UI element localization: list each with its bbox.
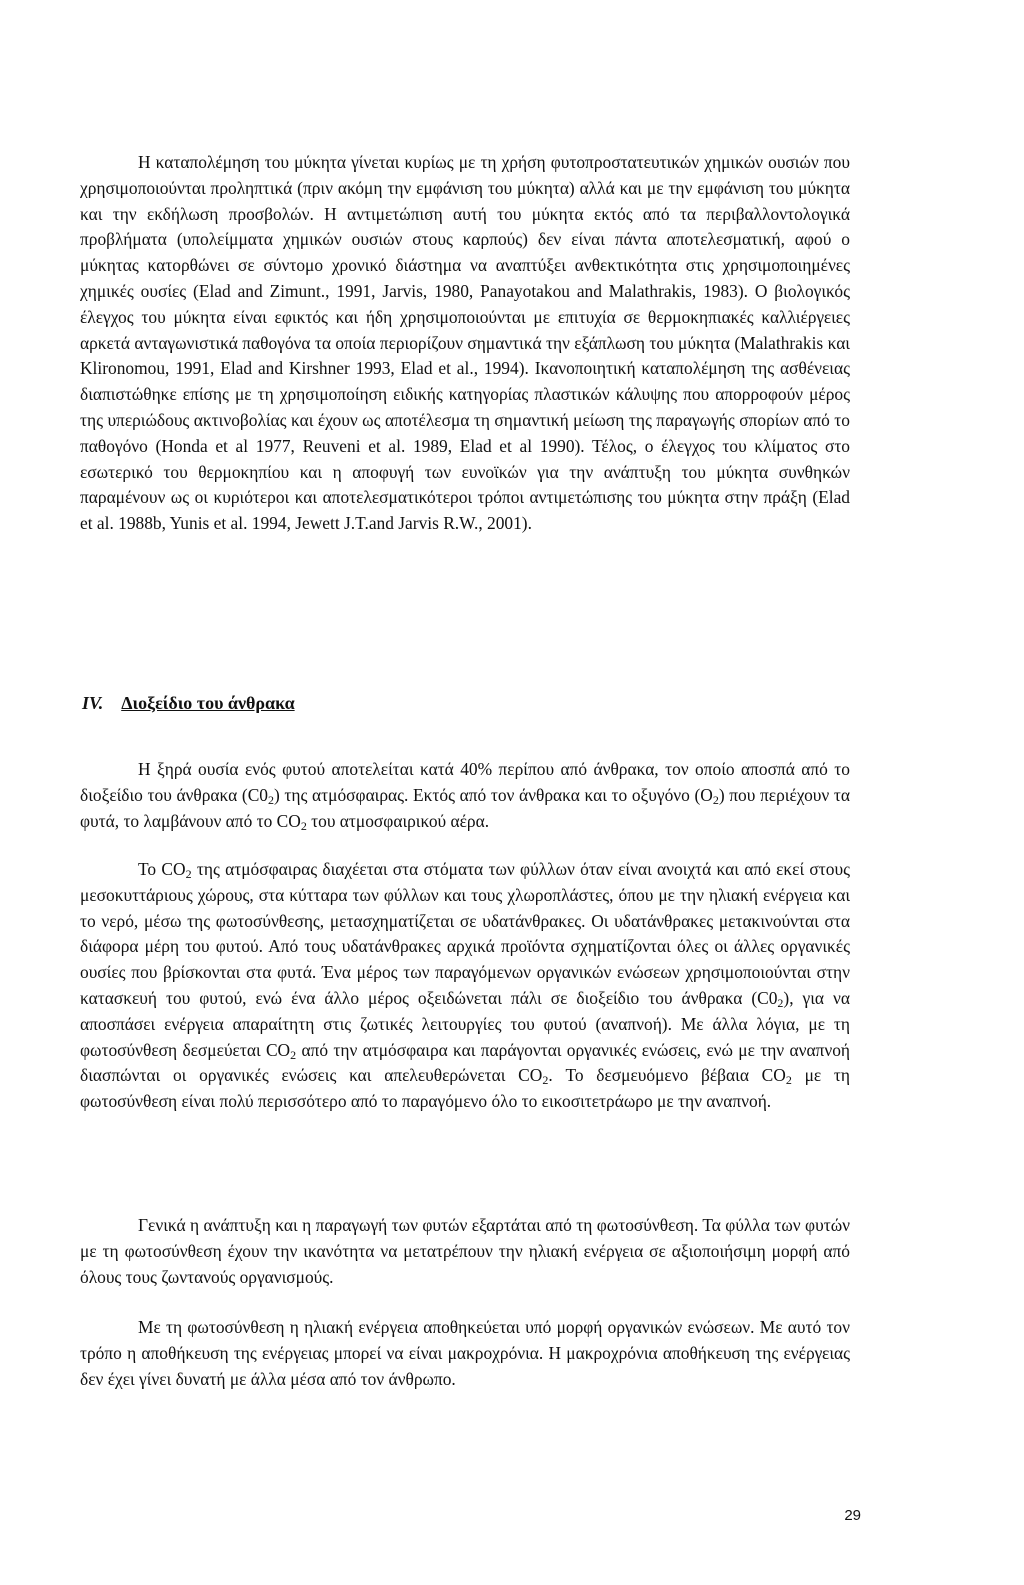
paragraph-botrytis-control: Η καταπολέμηση του μύκητα γίνεται κυρίως με τη χρήση φυτοπροστατευτικών χημικών ουσιών που χρησιμοποιούνται προληπτικά (πριν ακόμη την εμφάνιση του μύκητα) αλλά και με την εμφάνιση του μύκητα και την εκδήλωση προσβολών. Η αντιμετώπιση αυτή του μύκητα εκτός από τα περιβαλλοντολογικά προβλήματα (υπολείμματα χημικών ουσιών στους καρπούς) δεν είναι πάντα αποτελεσματική, αφού ο μύκητας κατορθώνει σε σύντομο χρονικό διάστημα να αναπτύξει ανθεκτικότητα στις χρησιμοποιημένες χημικές ουσίες (Elad and Zimunt., 1991, Jarvis, 1980, Panayotakou and Malathrakis, 1983). Ο βιολογικός έλεγχος του μύκητα είναι εφικτός και ήδη χρησιμοποιούνται με επιτυχία σε θερμοκηπιακές καλλιέργειες αρκετά ανταγωνιστικά παθογόνα τα οποία περιορίζουν σημαντικά την εξάπλωση του μύκητα (Malathrakis και Klironomou, 1991, Elad and Kirshner 1993, Elad et al., 1994). Ικανοποιητική καταπολέμηση της ασθένειας διαπιστώθηκε επίσης με τη χρησιμοποίηση ειδικής κατηγορίας πλαστικών κάλυψης που απορροφούν μέρος της υπεριώδους ακτινοβολίας και έχουν ως αποτέλεσμα τη σημαντική μείωση της παραγωγής σπορίων από το παθογόνο (Honda et al 1977, Reuveni et al. 1989, Elad et al 1990). Τέλος, ο έλεγχος του κλίματος στο εσωτερικό του θερμοκηπίου και η αποφυγή των ευνοϊκών για την ανάπτυξη του μύκητα συνθηκών παραμένουν ως οι κυριότεροι και αποτελεσματικότεροι τρόποι αντιμετώπισης του μύκητα στην πράξη (Elad et al. 1988b, Yunis et al. 1994, Jewett J.T.and Jarvis R.W., 2001). — [80, 152, 850, 534]
paragraph-co2-diffusion: Το $CO_2$ της ατμόσφαιρας διαχέεται στα στόματα των φύλλων όταν είναι ανοιχτά και από εκεί στους μεσοκυττάριους χώρους, στα κύτταρα των φύλλων και τους χλωροπλάστες, όπου με την ηλιακή ενέργεια και το νερό, μέσω της φωτοσύνθεσης, μετασχηματίζεται σε υδατάνθρακες. Οι υδατάνθρακες μετακινούνται στα διάφορα μέρη του φυτού. Από τους υδατάνθρακες αρχικά προϊόντα σχηματίζονται όλες οι άλλες οργανικές ουσίες που βρίσκονται στα φυτά. Ένα μέρος των παραγόμενων οργανικών ενώσεων χρησιμοποιούνται στην κατασκευή του φυτού, ενώ ένα άλλο μέρος οξειδώνεται πάλι σε διοξείδιο του άνθρακα $(C0_2)$, για να αποσπάσει ενέργεια απαραίτητη στις ζωτικές λειτουργίες του φυτού (αναπνοή). Με άλλα λόγια, με τη φωτοσύνθεση δεσμεύεται $CO_2$ από την ατμόσφαιρα και παράγονται οργανικές ενώσεις, ενώ με την αναπνοή διασπώνται οι οργανικές ενώσεις και απελευθερώνεται $CO_2$. Το δεσμευόμενο βέβαια $CO_2$ με τη φωτοσύνθεση είναι πολύ περισσότερο από το παραγόμενο όλο το εικοσιτετράωρο με την αναπνοή. — [80, 859, 851, 1112]
section-title: Διοξείδιο του άνθρακα — [121, 693, 295, 713]
paragraph-dry-matter: Η ξηρά ουσία ενός φυτού αποτελείται κατά 40% περίπου από άνθρακα, τον οποίο αποσπά από το διοξείδιο του άνθρακα $(C0_2)$ της ατμόσφαιρας. Εκτός από τον άνθρακα και το οξυγόνο $(O_2)$ που περιέχουν τα φυτά, το λαμβάνουν από το $CO_2$ του ατμοσφαιρικού αέρα. — [80, 759, 850, 833]
paragraph-energy-storage: Με τη φωτοσύνθεση η ηλιακή ενέργεια αποθηκεύεται υπό μορφή οργανικών ενώσεων. Με αυτό τον τρόπο η αποθήκευση της ενέργειας μπορεί να είναι μακροχρόνια. Η μακροχρόνια αποθήκευση της ενέργειας δεν έχει γίνει δυνατή με άλλα μέσα από τον άνθρωπο. — [80, 1317, 850, 1389]
paragraph-photosynthesis-growth: Γενικά η ανάπτυξη και η παραγωγή των φυτών εξαρτάται από τη φωτοσύνθεση. Τα φύλλα των φυτών με τη φωτοσύνθεση έχουν την ικανότητα να μετατρέπουν την ηλιακή ενέργεια σε αξιοποιήσιμη μορφή από όλους τους ζωντανούς οργανισμούς. — [80, 1215, 850, 1287]
section-number: IV. — [82, 693, 104, 713]
section-heading — [82, 690, 295, 716]
page-number: 29 — [844, 1507, 861, 1524]
